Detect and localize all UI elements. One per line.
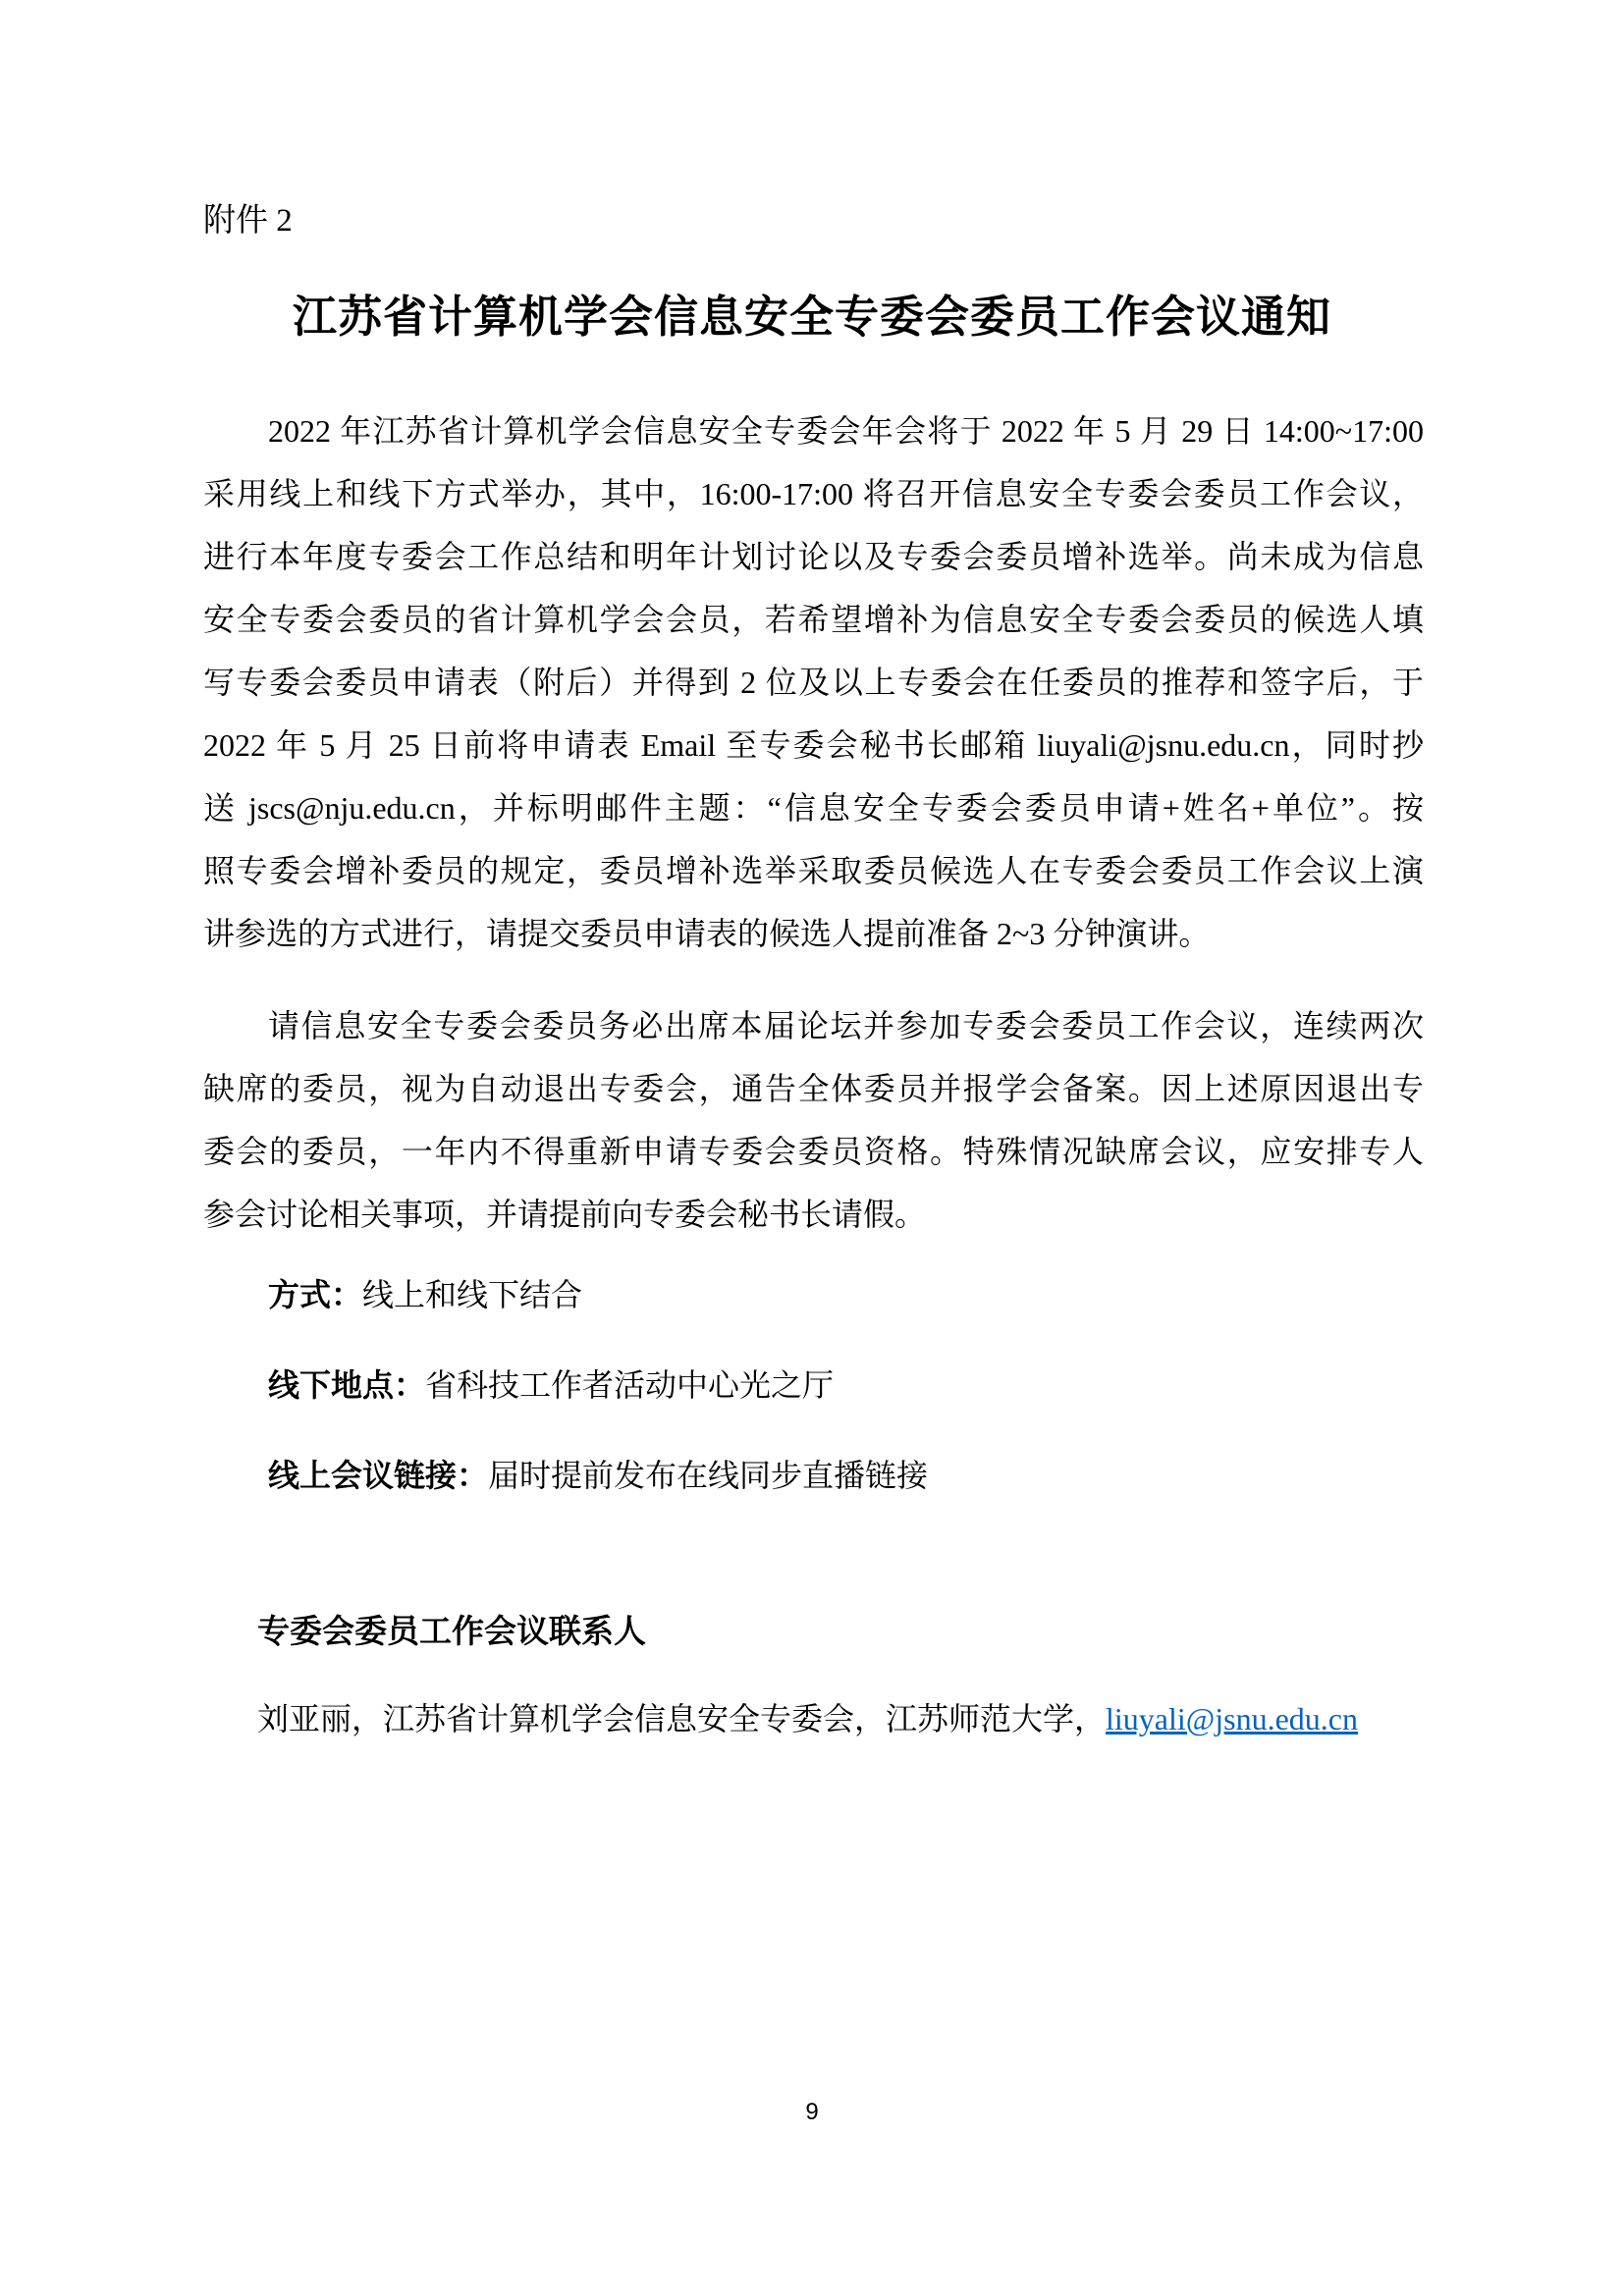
- info-label-method: 方式：: [268, 1277, 363, 1312]
- info-value-method: 线上和线下结合: [362, 1277, 583, 1312]
- paragraph-line: 讲参选的方式进行，请提交委员申请表的候选人提前准备 2~3 分钟演讲。: [203, 916, 1211, 951]
- paragraph-announcement: [203, 400, 1424, 965]
- page-number: 9: [805, 2099, 819, 2125]
- paragraph-line: 进行本年度专委会工作总结和明年计划讨论以及专委会委员增补选举。尚未成为信息: [203, 539, 1424, 574]
- info-item-offline-location: [268, 1354, 834, 1416]
- paragraph-line: 请信息安全专委会委员务必出席本届论坛并参加专委会委员工作会议，连续两次: [268, 1008, 1424, 1043]
- paragraph-line: 参会讨论相关事项，并请提前向专委会秘书长请假。: [203, 1197, 927, 1232]
- paragraph-line: 采用线上和线下方式举办，其中，16:00-17:00 将召开信息安全专委会委员工作会议，: [203, 476, 1424, 511]
- contact-text: 刘亚丽，江苏省计算机学会信息安全专委会，江苏师范大学，: [257, 1701, 1107, 1736]
- paragraph-line: 委会的委员，一年内不得重新申请专委会委员资格。特殊情况缺席会议，应安排专人: [203, 1134, 1424, 1169]
- paragraph-line: 2022 年 5 月 25 日前将申请表 Email 至专委会秘书长邮箱 liuyali@jsnu.edu.cn，同时抄: [203, 727, 1424, 763]
- paragraph-attendance-rules: [203, 994, 1424, 1246]
- paragraph-line: 送 jscs@nju.edu.cn，并标明邮件主题：“信息安全专委会委员申请+姓名+单位”。按: [203, 790, 1424, 826]
- info-value-online-meeting-link: 届时提前发布在线同步直播链接: [488, 1458, 929, 1493]
- info-item-method: [268, 1263, 582, 1326]
- paragraph-line: 缺席的委员，视为自动退出专委会，通告全体委员并报学会备案。因上述原因退出专: [203, 1071, 1424, 1106]
- info-item-online-meeting-link: [268, 1444, 928, 1507]
- info-label-online-meeting-link: 线上会议链接：: [268, 1458, 489, 1493]
- paragraph-line: 安全专委会委员的省计算机学会会员，若希望增补为信息安全专委会委员的候选人填: [203, 602, 1424, 637]
- document-title: 江苏省计算机学会信息安全专委会委员工作会议通知: [292, 293, 1331, 342]
- attachment-label: 附件 2: [203, 203, 293, 239]
- paragraph-line: 2022 年江苏省计算机学会信息安全专委会年会将于 2022 年 5 月 29 日 14:00~17:00: [268, 413, 1424, 449]
- paragraph-line: 照专委会增补委员的规定，委员增补选举采取委员候选人在专委会委员工作会议上演: [203, 853, 1424, 888]
- paragraph-line: 写专委会委员申请表（附后）并得到 2 位及以上专委会在任委员的推荐和签字后，于: [203, 665, 1424, 700]
- contact-line: [257, 1687, 1358, 1750]
- info-label-offline-location: 线下地点：: [268, 1367, 426, 1403]
- info-value-offline-location: 省科技工作者活动中心光之厅: [425, 1367, 835, 1403]
- email-link[interactable]: liuyali@jsnu.edu.cn: [1106, 1701, 1358, 1736]
- contact-heading: 专委会委员工作会议联系人: [257, 1615, 646, 1650]
